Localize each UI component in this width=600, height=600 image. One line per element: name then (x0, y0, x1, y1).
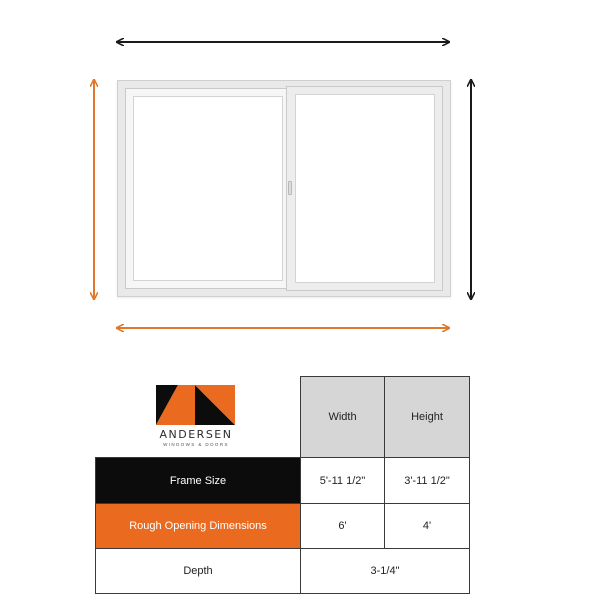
brand-name: ANDERSEN (159, 428, 233, 441)
header-width: Width (300, 376, 385, 458)
header-height: Height (384, 376, 470, 458)
rough-opening-width: 6' (300, 503, 385, 549)
depth-value: 3-1/4" (300, 548, 470, 594)
brand-tagline: WINDOWS & DOORS (163, 442, 229, 447)
frame-size-width: 5'-11 1/2" (300, 457, 385, 504)
frame-size-height: 3'-11 1/2" (384, 457, 470, 504)
window-glass-left (133, 96, 283, 281)
rough-opening-height: 4' (384, 503, 470, 549)
row-label-rough-opening: Rough Opening Dimensions (95, 503, 301, 549)
sash-handle (288, 181, 292, 195)
window-frame (117, 80, 451, 297)
window-sash-right (286, 86, 443, 291)
row-label-frame-size: Frame Size (95, 457, 301, 504)
row-label-depth: Depth (95, 548, 301, 594)
andersen-logo-mark (156, 385, 235, 425)
window-glass-right (295, 94, 435, 283)
window-sash-left (125, 88, 291, 289)
